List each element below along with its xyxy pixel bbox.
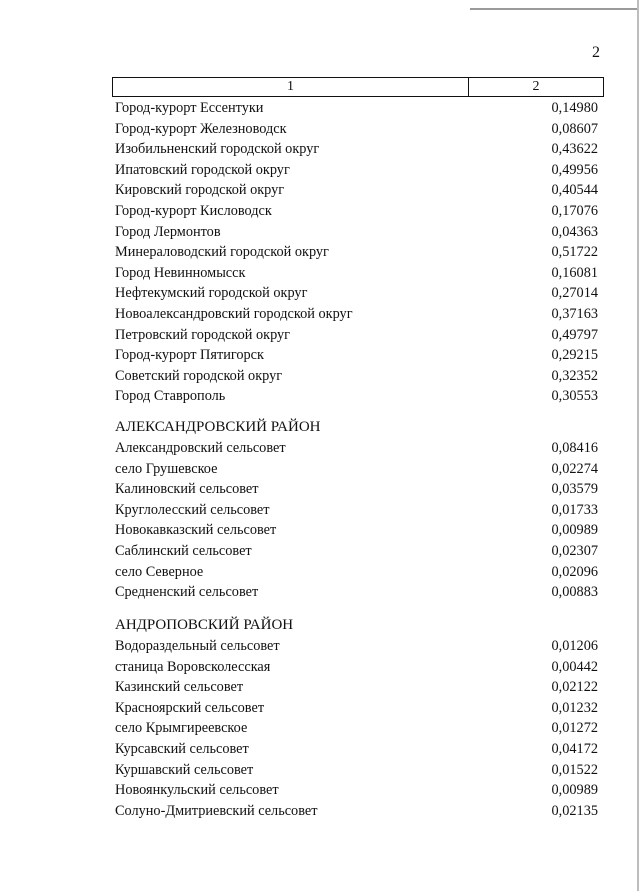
table-row (115, 739, 598, 759)
row-value: 0,37163 (551, 306, 598, 322)
row-name: Город-курорт Кисловодск (115, 203, 272, 219)
row-value: 0,01272 (551, 720, 598, 737)
table-row (115, 386, 598, 406)
row-name: Кировский городской округ (115, 182, 285, 199)
table-row (115, 366, 598, 386)
row-value: 0,04363 (551, 223, 598, 240)
table-row (115, 263, 598, 283)
row-value: 0,27014 (551, 285, 598, 302)
row-value: 0,30553 (551, 388, 598, 405)
table-row (115, 119, 598, 139)
row-value: 0,04172 (551, 741, 598, 757)
row-value: 0,03579 (551, 481, 598, 498)
row-value: 0,02307 (551, 543, 598, 559)
row-value: 0,00442 (551, 658, 598, 675)
row-name: Изобильненский городской округ (115, 141, 320, 158)
table-row (115, 139, 598, 159)
row-value: 0,02096 (551, 563, 598, 580)
row-name: село Крымгиреевское (115, 720, 248, 737)
table-row (115, 677, 598, 697)
row-value: 0,00883 (551, 584, 598, 601)
table-row (115, 180, 598, 200)
table-row (115, 345, 598, 365)
row-name: село Грушевское (115, 460, 218, 477)
table-row (115, 459, 598, 479)
row-name: Город Невинномысск (115, 264, 246, 281)
table-row (115, 201, 598, 221)
header-col-1: 1 (113, 78, 469, 96)
row-name: Солуно-Дмитриевский сельсовет (115, 802, 318, 819)
row-name: Город Лермонтов (115, 223, 221, 240)
row-value: 0,01232 (551, 699, 598, 716)
table-row (115, 325, 598, 345)
row-value: 0,01522 (551, 761, 598, 778)
row-name: Казинский сельсовет (115, 679, 244, 696)
header-col-2: 2 (532, 79, 540, 94)
table-row (115, 801, 598, 821)
row-value: 0,16081 (551, 264, 598, 281)
row-value: 0,17076 (551, 203, 598, 219)
table-row (115, 718, 598, 738)
table-row (115, 500, 598, 520)
row-name: Водораздельный сельсовет (115, 638, 280, 654)
row-name: Калиновский сельсовет (115, 481, 259, 498)
row-value: 0,43622 (551, 141, 598, 158)
table-row (115, 780, 598, 800)
row-value: 0,14980 (551, 100, 598, 116)
row-name: Советский городской округ (115, 367, 283, 384)
section-title: АНДРОПОВСКИЙ РАЙОН (115, 617, 294, 633)
table-row (115, 636, 598, 656)
row-name: Средненский сельсовет (115, 584, 259, 601)
row-value: 0,02122 (551, 679, 598, 696)
table-row (115, 541, 598, 561)
row-value: 0,29215 (551, 347, 598, 364)
table-row (115, 698, 598, 718)
table-row (115, 160, 598, 180)
row-name: Минераловодский городской округ (115, 244, 329, 261)
row-name: село Северное (115, 563, 204, 580)
table-header (112, 77, 604, 97)
table-row (115, 562, 598, 582)
row-name: Новоянкульский сельсовет (115, 782, 279, 799)
table-row (115, 479, 598, 499)
row-value: 0,01733 (551, 501, 598, 518)
table-row (115, 760, 598, 780)
page-number: 2 (592, 44, 600, 61)
row-name: Город-курорт Пятигорск (115, 347, 264, 364)
table-row (115, 582, 598, 602)
table-row (115, 222, 598, 242)
row-name: Саблинский сельсовет (115, 543, 252, 559)
table-row (115, 520, 598, 540)
row-name: Город Ставрополь (115, 388, 226, 405)
row-name: Красноярский сельсовет (115, 699, 265, 716)
row-value: 0,01206 (551, 638, 598, 654)
row-value: 0,00989 (551, 782, 598, 799)
row-value: 0,08416 (551, 440, 598, 456)
row-name: Новокавказский сельсовет (115, 522, 277, 539)
row-name: Курсавский сельсовет (115, 741, 249, 757)
row-name: станица Воровсколесская (115, 658, 271, 675)
row-name: Новоалександровский городской округ (115, 306, 353, 322)
table-row (115, 98, 598, 118)
row-name: Круглолесский сельсовет (115, 501, 270, 518)
section-title: АЛЕКСАНДРОВСКИЙ РАЙОН (115, 419, 321, 435)
row-value: 0,51722 (551, 244, 598, 261)
table-row (115, 242, 598, 262)
table-row (115, 283, 598, 303)
row-value: 0,40544 (551, 182, 598, 199)
row-name: Город-курорт Ессентуки (115, 100, 264, 116)
row-value: 0,32352 (551, 367, 598, 384)
row-name: Петровский городской округ (115, 326, 291, 343)
row-value: 0,08607 (551, 120, 598, 137)
row-value: 0,49956 (551, 161, 598, 178)
row-name: Ипатовский городской округ (115, 161, 290, 178)
row-value: 0,49797 (551, 326, 598, 343)
row-value: 0,00989 (551, 522, 598, 539)
row-value: 0,02135 (551, 802, 598, 819)
table-row (115, 438, 598, 458)
table-row (115, 657, 598, 677)
row-name: Город-курорт Железноводск (115, 120, 287, 137)
row-name: Куршавский сельсовет (115, 761, 254, 778)
scan-edge-line (470, 8, 639, 10)
table-row (115, 304, 598, 324)
row-value: 0,02274 (551, 460, 598, 477)
row-name: Нефтекумский городской округ (115, 285, 308, 302)
row-name: Александровский сельсовет (115, 440, 286, 456)
